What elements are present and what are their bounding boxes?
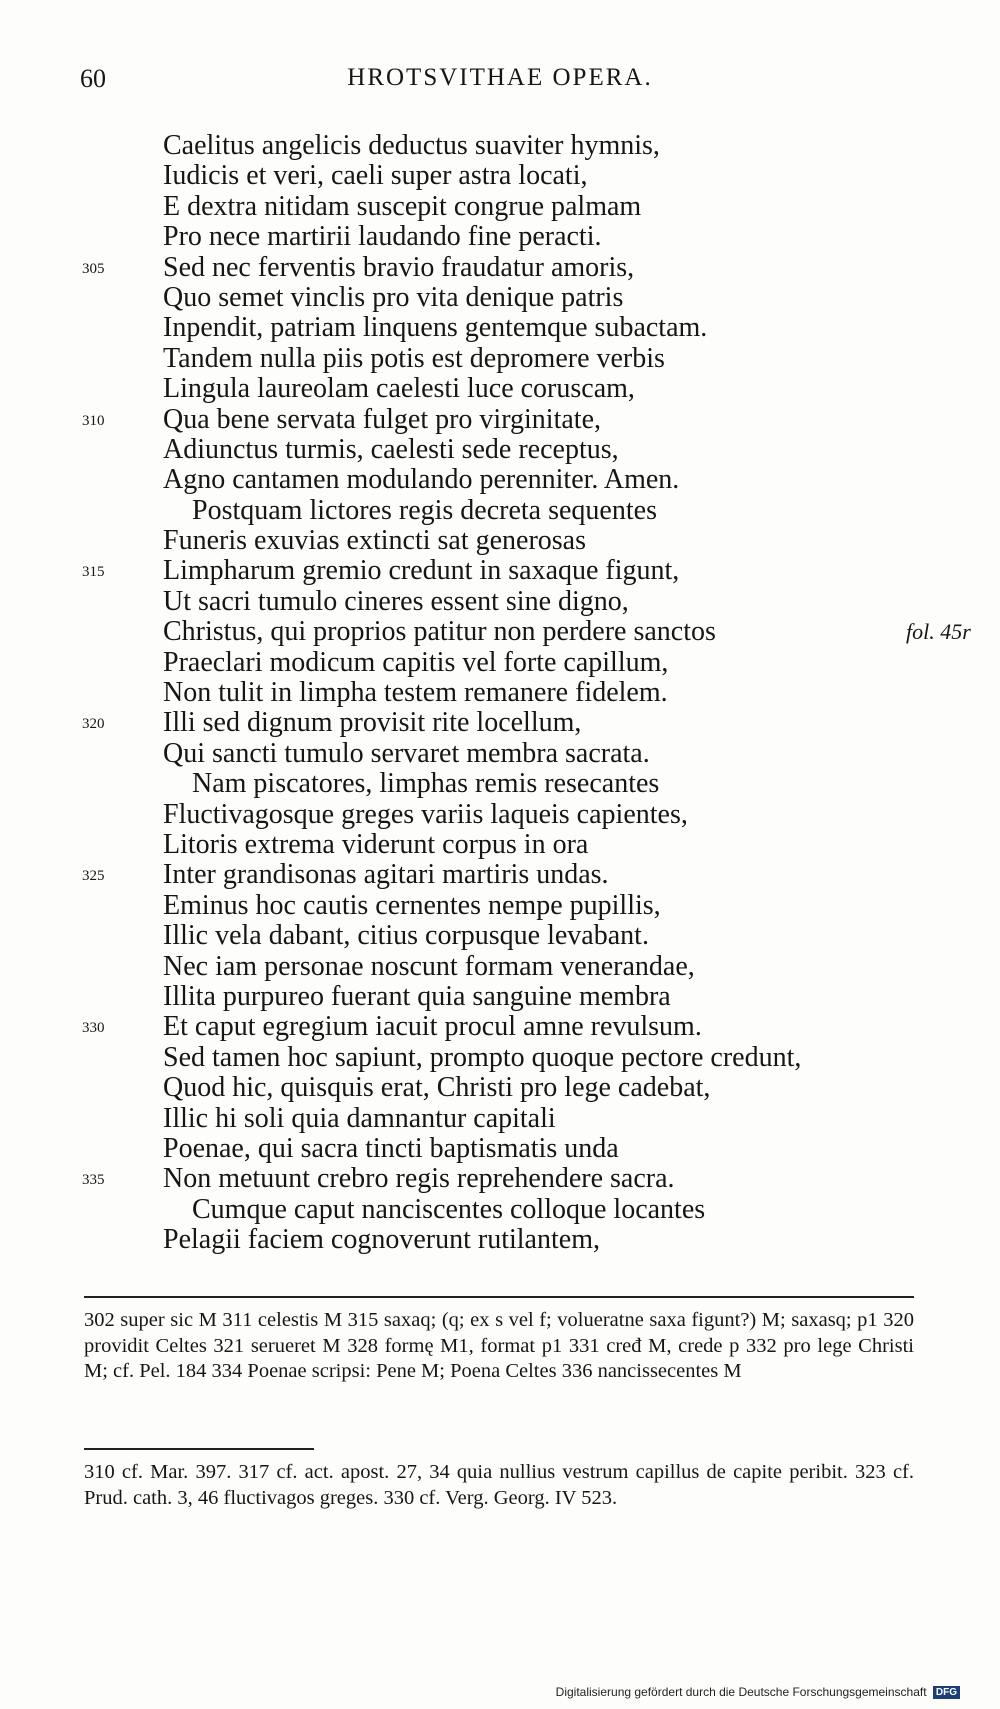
critical-apparatus-text: 302 super sic M 311 celestis M 315 saxaq; (q; ex s vel f; volueratne saxa figunt?) M; saxasq; p1 320 providit Celtes 321 serueret M 328 formę M1, format p1 331 cređ M, crede p 332 pro lege Christi M; cf. Pel. 184 334 Poenae scripsi: Pene M; Poena Celtes 336 nancissecentes M <box>84 1309 914 1382</box>
verse-line <box>0 921 1000 951</box>
verse-line <box>0 800 1000 830</box>
verse-line <box>0 405 1000 435</box>
verse-line <box>0 1073 1000 1103</box>
verse-text: E dextra nitidam suscepit congrue palmam <box>163 190 642 222</box>
verse-text: Inpendit, patriam linquens gentemque subactam. <box>163 312 708 344</box>
verse-line <box>0 374 1000 404</box>
verse-text: Eminus hoc cautis cernentes nempe pupillis, <box>163 889 661 921</box>
folio-marker: fol. 45r <box>906 619 971 645</box>
verse-text: Quod hic, quisquis erat, Christi pro lege cadebat, <box>163 1072 711 1104</box>
verse-text: Praeclari modicum capitis vel forte capillum, <box>163 646 669 678</box>
verse-text: Illi sed dignum provisit rite locellum, <box>163 707 582 739</box>
verse-line <box>0 830 1000 860</box>
verse-text: Limpharum gremio credunt in saxaque figunt, <box>163 555 680 587</box>
verse-line <box>0 435 1000 465</box>
verse-line <box>0 192 1000 222</box>
dfg-logo: DFG <box>933 1686 960 1699</box>
verse-text: Funeris exuvias extincti sat generosas <box>163 525 587 557</box>
verse-line <box>0 556 1000 586</box>
page-header <box>80 64 920 104</box>
verse-line-number: 335 <box>82 1172 105 1189</box>
verse-line <box>0 313 1000 343</box>
verse-text: Pro nece martirii laudando fine peracti. <box>163 221 602 253</box>
verse-line-number: 315 <box>82 564 105 581</box>
running-title: HROTSVITHAE OPERA. <box>347 64 653 91</box>
verse-line <box>0 1012 1000 1042</box>
verse-line <box>0 496 1000 526</box>
verse-text: Non tulit in limpha testem remanere fidelem. <box>163 677 668 709</box>
verse-text: Litoris extrema viderunt corpus in ora <box>163 828 589 860</box>
verse-line-number: 320 <box>82 716 105 733</box>
verse-line-number: 310 <box>82 412 105 429</box>
verse-line <box>0 1043 1000 1073</box>
source-notes-text: 310 cf. Mar. 397. 317 cf. act. apost. 27, 34 quia nullius vestrum capillus de capite peribit. 323 cf. Prud. cath. 3, 46 fluctivagos greges. 330 cf. Verg. Georg. IV 523. <box>84 1461 914 1509</box>
verse-text: Non metuunt crebro regis reprehendere sacra. <box>163 1163 675 1195</box>
verse-text: Illita purpureo fuerant quia sanguine membra <box>163 980 671 1012</box>
credit-text: Digitalisierung gefördert durch die Deutsche Forschungsgemeinschaft <box>555 1684 927 1699</box>
verse-line <box>0 1195 1000 1225</box>
verse-line <box>0 1164 1000 1194</box>
verse-text: Iudicis et veri, caeli super astra locati, <box>163 160 588 192</box>
verse-line <box>0 587 1000 617</box>
verse-text: Qui sancti tumulo servaret membra sacrata. <box>163 737 650 769</box>
verse-text: Pelagii faciem cognoverunt rutilantem, <box>163 1224 600 1256</box>
verse-line <box>0 1134 1000 1164</box>
verse-text: Adiunctus turmis, caelesti sede receptus, <box>163 433 619 465</box>
verse-line-number: 305 <box>82 260 105 277</box>
verse-line-number: 325 <box>82 868 105 885</box>
verse-text: Poenae, qui sacra tincti baptismatis unda <box>163 1132 619 1164</box>
verse-line <box>0 1225 1000 1255</box>
verse-line <box>0 526 1000 556</box>
verse-line <box>0 739 1000 769</box>
verse-text: Inter grandisonas agitari martiris undas. <box>163 859 609 891</box>
verse-line <box>0 952 1000 982</box>
verse-line <box>0 648 1000 678</box>
verse-line <box>0 708 1000 738</box>
digitization-credit <box>556 1685 960 1699</box>
verse-text: Nec iam personae noscunt formam venerandae, <box>163 950 695 982</box>
verse-text: Illic hi soli quia damnantur capitali <box>163 1102 556 1134</box>
verse-line <box>0 678 1000 708</box>
verse-line <box>0 1104 1000 1134</box>
verse-line <box>0 891 1000 921</box>
verse-text: Quo semet vinclis pro vita denique patris <box>163 281 624 313</box>
verse-line <box>0 131 1000 161</box>
verse-text: Qua bene servata fulget pro virginitate, <box>163 403 601 435</box>
verse-text: Nam piscatores, limphas remis resecantes <box>192 768 660 800</box>
source-notes <box>84 1460 914 1511</box>
verse-text: Illic vela dabant, citius corpusque levabant. <box>163 920 649 952</box>
verse-text: Et caput egregium iacuit procul amne revulsum. <box>163 1011 702 1043</box>
page-number: 60 <box>80 64 106 93</box>
verse-line <box>0 769 1000 799</box>
verse-text: Postquam lictores regis decreta sequentes <box>192 494 657 526</box>
verse-line <box>0 161 1000 191</box>
verse-line <box>0 344 1000 374</box>
verse-line-number: 330 <box>82 1020 105 1037</box>
verse-line <box>0 283 1000 313</box>
verse-text: Ut sacri tumulo cineres essent sine digno, <box>163 585 629 617</box>
verse-text: Fluctivagosque greges variis laqueis capientes, <box>163 798 688 830</box>
verse-text: Cumque caput nanciscentes colloque locantes <box>192 1193 706 1225</box>
notes-divider <box>84 1448 314 1450</box>
verse-text: Sed tamen hoc sapiunt, prompto quoque pectore credunt, <box>163 1041 802 1073</box>
verse-line <box>0 982 1000 1012</box>
verse-block <box>0 131 1000 1255</box>
verse-line <box>0 617 1000 647</box>
verse-text: Tandem nulla piis potis est depromere verbis <box>163 342 665 374</box>
verse-text: Caelitus angelicis deductus suaviter hymnis, <box>163 130 660 161</box>
verse-line <box>0 222 1000 252</box>
verse-text: Lingula laureolam caelesti luce coruscam, <box>163 373 635 405</box>
verse-text: Agno cantamen modulando perenniter. Amen. <box>163 464 680 496</box>
verse-text: Christus, qui proprios patitur non perdere sanctos <box>163 616 716 648</box>
apparatus-divider <box>84 1296 914 1298</box>
critical-apparatus <box>84 1308 914 1385</box>
verse-line <box>0 253 1000 283</box>
verse-text: Sed nec ferventis bravio fraudatur amoris, <box>163 251 635 283</box>
verse-line <box>0 465 1000 495</box>
verse-line <box>0 860 1000 890</box>
